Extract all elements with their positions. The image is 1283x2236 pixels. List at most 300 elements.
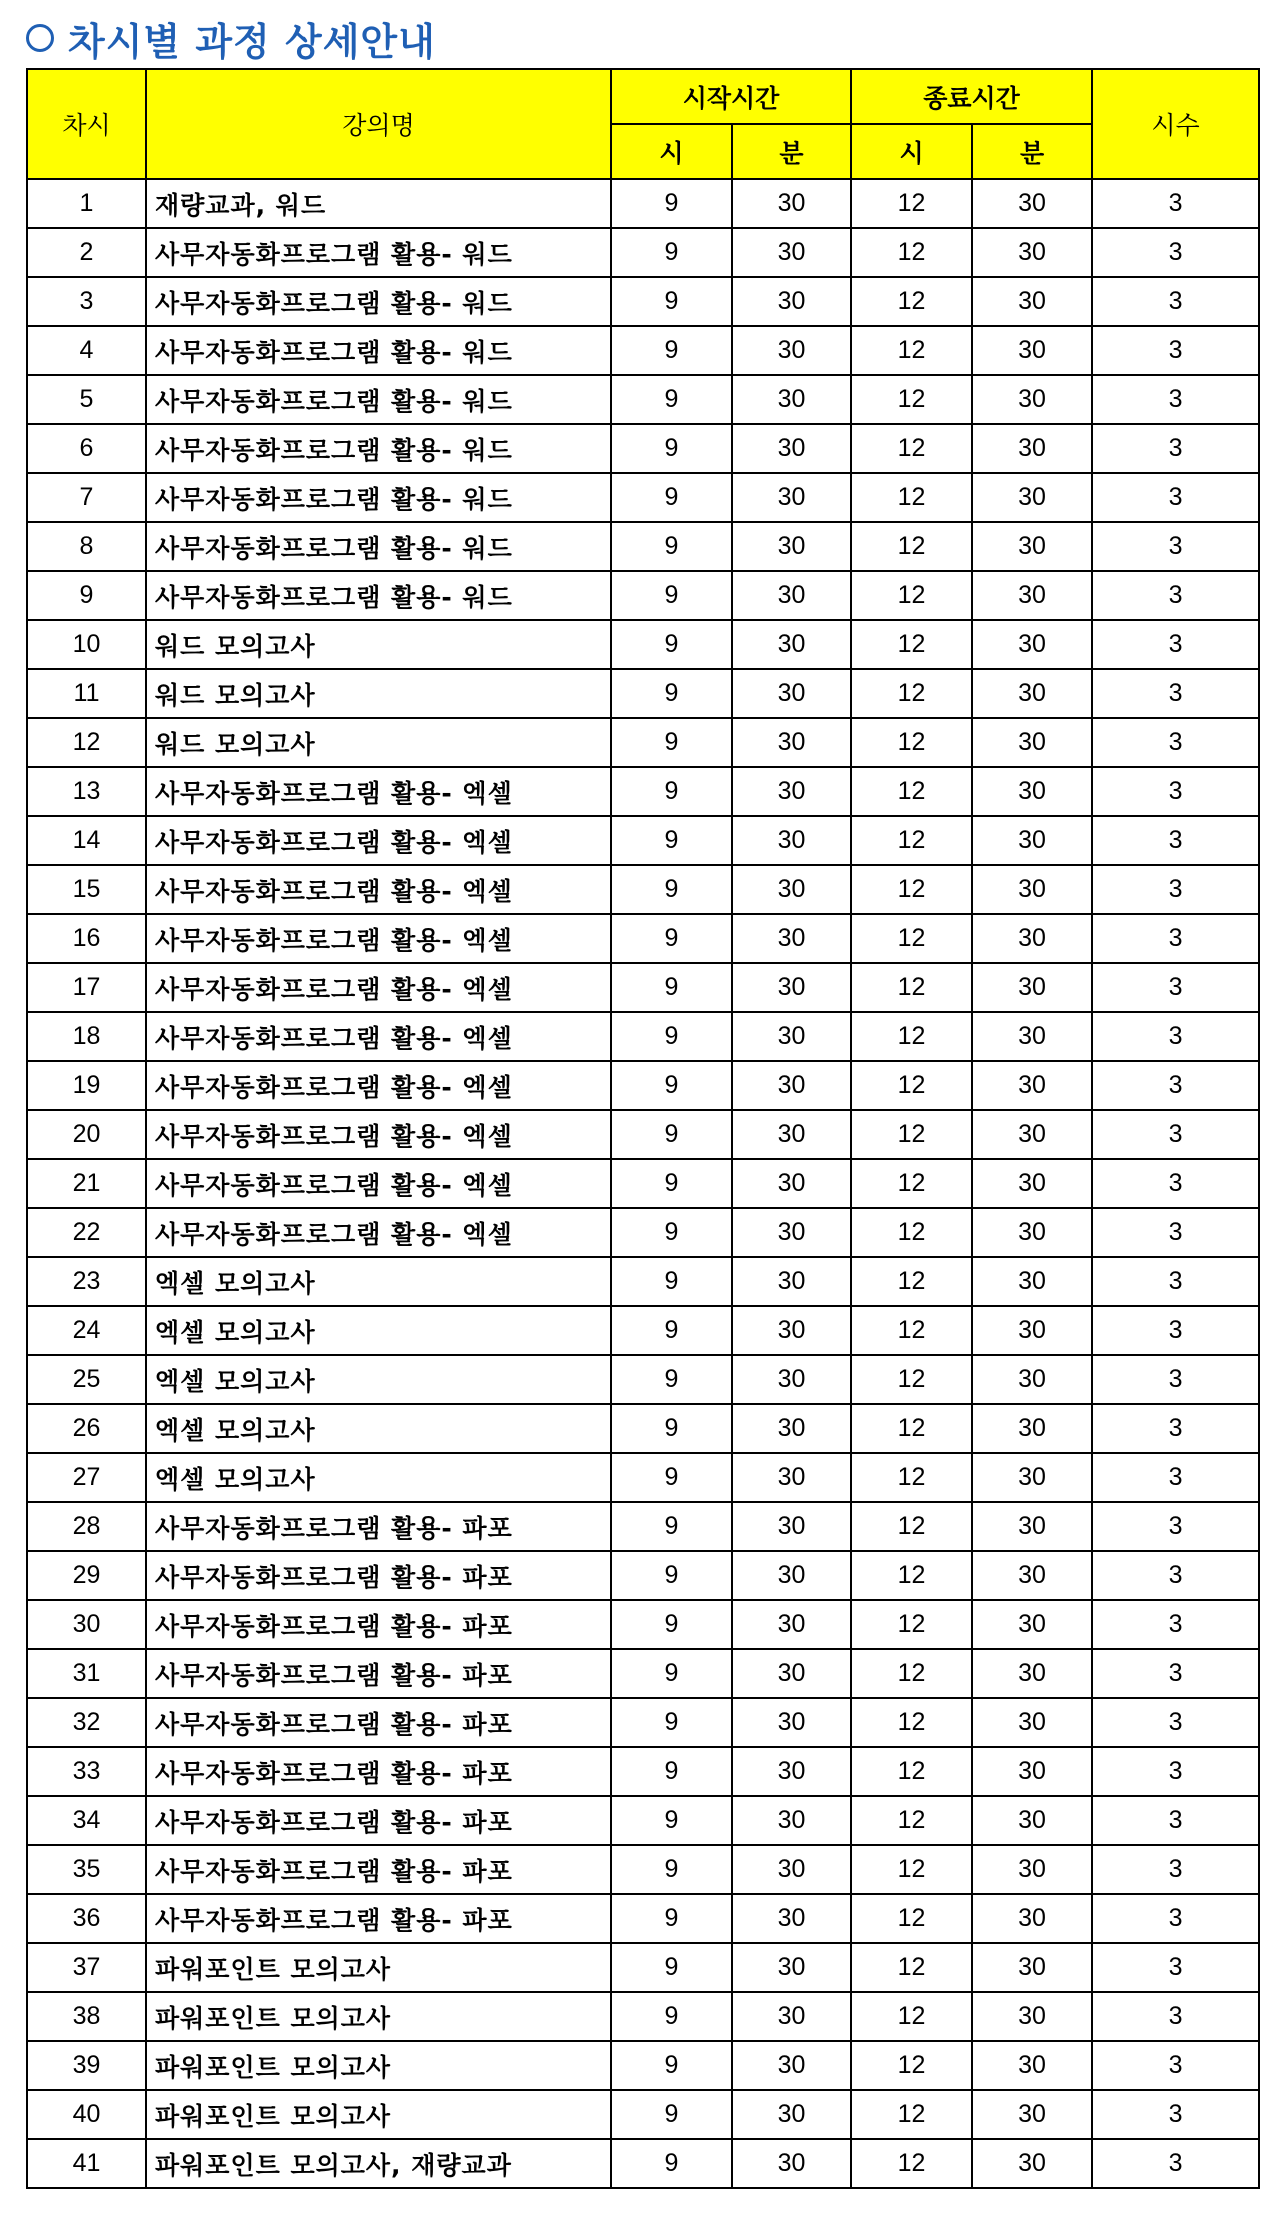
cell-end-minute: 30 (972, 1894, 1092, 1943)
cell-hours: 3 (1092, 1012, 1259, 1061)
table-row (27, 1502, 1259, 1551)
cell-hours: 3 (1092, 1404, 1259, 1453)
cell-hours: 3 (1092, 571, 1259, 620)
cell-session: 14 (27, 816, 146, 865)
cell-end-hour: 12 (851, 1061, 972, 1110)
cell-session: 27 (27, 1453, 146, 1502)
cell-hours: 3 (1092, 375, 1259, 424)
header-start-hour: 시 (611, 124, 732, 179)
cell-start-minute: 30 (732, 2041, 851, 2090)
cell-end-hour: 12 (851, 767, 972, 816)
table-row (27, 767, 1259, 816)
cell-end-minute: 30 (972, 2090, 1092, 2139)
cell-start-minute: 30 (732, 1355, 851, 1404)
header-start-minute: 분 (732, 124, 851, 179)
cell-session: 30 (27, 1600, 146, 1649)
cell-end-minute: 30 (972, 1110, 1092, 1159)
cell-lecture-name: 사무자동화프로그램 활용- 파포 (146, 1649, 611, 1698)
cell-end-hour: 12 (851, 865, 972, 914)
cell-session: 11 (27, 669, 146, 718)
cell-end-hour: 12 (851, 228, 972, 277)
cell-session: 25 (27, 1355, 146, 1404)
cell-end-hour: 12 (851, 326, 972, 375)
cell-session: 6 (27, 424, 146, 473)
cell-end-minute: 30 (972, 1796, 1092, 1845)
cell-start-minute: 30 (732, 1894, 851, 1943)
cell-start-minute: 30 (732, 963, 851, 1012)
cell-start-minute: 30 (732, 228, 851, 277)
cell-hours: 3 (1092, 522, 1259, 571)
cell-hours: 3 (1092, 1698, 1259, 1747)
cell-hours: 3 (1092, 1208, 1259, 1257)
cell-start-hour: 9 (611, 767, 732, 816)
table-body (27, 179, 1259, 2188)
cell-start-minute: 30 (732, 1992, 851, 2041)
cell-lecture-name: 파워포인트 모의고사 (146, 2041, 611, 2090)
cell-end-hour: 12 (851, 571, 972, 620)
cell-start-minute: 30 (732, 424, 851, 473)
cell-start-minute: 30 (732, 718, 851, 767)
header-session: 차시 (27, 69, 146, 179)
cell-start-hour: 9 (611, 1845, 732, 1894)
cell-start-minute: 30 (732, 816, 851, 865)
cell-end-minute: 30 (972, 1159, 1092, 1208)
header-end-minute: 분 (972, 124, 1092, 179)
cell-lecture-name: 파워포인트 모의고사, 재량교과 (146, 2139, 611, 2188)
cell-lecture-name: 사무자동화프로그램 활용- 워드 (146, 326, 611, 375)
cell-end-hour: 12 (851, 1796, 972, 1845)
cell-lecture-name: 사무자동화프로그램 활용- 엑셀 (146, 865, 611, 914)
table-row (27, 1894, 1259, 1943)
cell-end-hour: 12 (851, 1600, 972, 1649)
cell-session: 39 (27, 2041, 146, 2090)
cell-hours: 3 (1092, 326, 1259, 375)
cell-session: 35 (27, 1845, 146, 1894)
cell-end-hour: 12 (851, 914, 972, 963)
cell-lecture-name: 사무자동화프로그램 활용- 파포 (146, 1551, 611, 1600)
table-row (27, 914, 1259, 963)
cell-end-minute: 30 (972, 1502, 1092, 1551)
cell-lecture-name: 사무자동화프로그램 활용- 파포 (146, 1600, 611, 1649)
table-row (27, 326, 1259, 375)
cell-lecture-name: 사무자동화프로그램 활용- 엑셀 (146, 816, 611, 865)
cell-end-minute: 30 (972, 179, 1092, 228)
table-row (27, 522, 1259, 571)
cell-start-hour: 9 (611, 375, 732, 424)
table-row (27, 571, 1259, 620)
cell-end-hour: 12 (851, 1306, 972, 1355)
cell-end-hour: 12 (851, 1943, 972, 1992)
cell-hours: 3 (1092, 1502, 1259, 1551)
cell-start-minute: 30 (732, 865, 851, 914)
cell-start-minute: 30 (732, 522, 851, 571)
cell-end-minute: 30 (972, 1747, 1092, 1796)
cell-lecture-name: 파워포인트 모의고사 (146, 2090, 611, 2139)
page-title-text: 차시별 과정 상세안내 (68, 19, 436, 64)
cell-start-hour: 9 (611, 963, 732, 1012)
cell-hours: 3 (1092, 1747, 1259, 1796)
cell-lecture-name: 사무자동화프로그램 활용- 파포 (146, 1894, 611, 1943)
cell-start-minute: 30 (732, 326, 851, 375)
cell-hours: 3 (1092, 1943, 1259, 1992)
schedule-table (26, 68, 1260, 2189)
cell-hours: 3 (1092, 1796, 1259, 1845)
cell-start-minute: 30 (732, 620, 851, 669)
cell-lecture-name: 사무자동화프로그램 활용- 엑셀 (146, 914, 611, 963)
cell-start-hour: 9 (611, 228, 732, 277)
cell-start-hour: 9 (611, 1894, 732, 1943)
cell-start-minute: 30 (732, 1698, 851, 1747)
table-row (27, 1845, 1259, 1894)
cell-start-minute: 30 (732, 914, 851, 963)
page-title (26, 8, 436, 68)
cell-lecture-name: 사무자동화프로그램 활용- 엑셀 (146, 1061, 611, 1110)
cell-end-hour: 12 (851, 1894, 972, 1943)
table-row (27, 963, 1259, 1012)
table-row (27, 1698, 1259, 1747)
table-row (27, 1257, 1259, 1306)
cell-end-hour: 12 (851, 1502, 972, 1551)
cell-end-minute: 30 (972, 522, 1092, 571)
cell-end-hour: 12 (851, 473, 972, 522)
cell-start-minute: 30 (732, 1600, 851, 1649)
cell-start-hour: 9 (611, 865, 732, 914)
cell-start-hour: 9 (611, 1747, 732, 1796)
cell-hours: 3 (1092, 816, 1259, 865)
table-row (27, 2041, 1259, 2090)
header-lecture: 강의명 (146, 69, 611, 179)
cell-end-minute: 30 (972, 1943, 1092, 1992)
cell-start-minute: 30 (732, 1453, 851, 1502)
header-hours-total: 시수 (1092, 69, 1259, 179)
cell-start-minute: 30 (732, 1061, 851, 1110)
cell-end-hour: 12 (851, 1012, 972, 1061)
cell-session: 37 (27, 1943, 146, 1992)
cell-start-hour: 9 (611, 816, 732, 865)
cell-start-minute: 30 (732, 277, 851, 326)
cell-session: 18 (27, 1012, 146, 1061)
cell-session: 16 (27, 914, 146, 963)
cell-lecture-name: 사무자동화프로그램 활용- 워드 (146, 375, 611, 424)
cell-end-minute: 30 (972, 963, 1092, 1012)
cell-start-hour: 9 (611, 522, 732, 571)
cell-start-hour: 9 (611, 1551, 732, 1600)
table-row (27, 1943, 1259, 1992)
cell-start-hour: 9 (611, 2090, 732, 2139)
cell-start-hour: 9 (611, 2041, 732, 2090)
cell-session: 26 (27, 1404, 146, 1453)
cell-end-hour: 12 (851, 669, 972, 718)
cell-end-minute: 30 (972, 473, 1092, 522)
cell-start-minute: 30 (732, 1208, 851, 1257)
cell-end-minute: 30 (972, 816, 1092, 865)
cell-lecture-name: 사무자동화프로그램 활용- 워드 (146, 424, 611, 473)
cell-start-hour: 9 (611, 620, 732, 669)
cell-start-minute: 30 (732, 1845, 851, 1894)
cell-hours: 3 (1092, 865, 1259, 914)
cell-hours: 3 (1092, 1306, 1259, 1355)
cell-start-hour: 9 (611, 1208, 732, 1257)
circle-bullet-icon (26, 24, 54, 52)
cell-start-hour: 9 (611, 1257, 732, 1306)
cell-end-hour: 12 (851, 1453, 972, 1502)
cell-session: 19 (27, 1061, 146, 1110)
table-row (27, 1992, 1259, 2041)
cell-hours: 3 (1092, 669, 1259, 718)
cell-start-hour: 9 (611, 277, 732, 326)
cell-lecture-name: 사무자동화프로그램 활용- 파포 (146, 1747, 611, 1796)
cell-hours: 3 (1092, 1453, 1259, 1502)
cell-hours: 3 (1092, 1992, 1259, 2041)
header-end-hour: 시 (851, 124, 972, 179)
cell-start-minute: 30 (732, 1159, 851, 1208)
cell-lecture-name: 사무자동화프로그램 활용- 워드 (146, 473, 611, 522)
cell-hours: 3 (1092, 2090, 1259, 2139)
cell-session: 4 (27, 326, 146, 375)
cell-end-hour: 12 (851, 1110, 972, 1159)
cell-start-minute: 30 (732, 375, 851, 424)
cell-hours: 3 (1092, 473, 1259, 522)
cell-start-minute: 30 (732, 1110, 851, 1159)
cell-hours: 3 (1092, 1110, 1259, 1159)
cell-lecture-name: 사무자동화프로그램 활용- 엑셀 (146, 1159, 611, 1208)
cell-lecture-name: 사무자동화프로그램 활용- 엑셀 (146, 963, 611, 1012)
cell-session: 36 (27, 1894, 146, 1943)
cell-session: 8 (27, 522, 146, 571)
table-row (27, 620, 1259, 669)
cell-session: 33 (27, 1747, 146, 1796)
cell-hours: 3 (1092, 718, 1259, 767)
cell-start-hour: 9 (611, 2139, 732, 2188)
cell-end-hour: 12 (851, 375, 972, 424)
cell-end-hour: 12 (851, 1551, 972, 1600)
cell-start-hour: 9 (611, 1502, 732, 1551)
cell-end-minute: 30 (972, 424, 1092, 473)
cell-end-hour: 12 (851, 1159, 972, 1208)
cell-end-hour: 12 (851, 816, 972, 865)
cell-hours: 3 (1092, 179, 1259, 228)
cell-end-minute: 30 (972, 1600, 1092, 1649)
cell-session: 15 (27, 865, 146, 914)
cell-lecture-name: 사무자동화프로그램 활용- 파포 (146, 1845, 611, 1894)
cell-end-hour: 12 (851, 718, 972, 767)
cell-start-hour: 9 (611, 718, 732, 767)
cell-session: 9 (27, 571, 146, 620)
cell-lecture-name: 엑셀 모의고사 (146, 1306, 611, 1355)
cell-end-minute: 30 (972, 1551, 1092, 1600)
cell-session: 40 (27, 2090, 146, 2139)
cell-end-hour: 12 (851, 1747, 972, 1796)
cell-lecture-name: 엑셀 모의고사 (146, 1453, 611, 1502)
cell-end-minute: 30 (972, 1453, 1092, 1502)
cell-start-minute: 30 (732, 767, 851, 816)
cell-start-minute: 30 (732, 1551, 851, 1600)
cell-hours: 3 (1092, 620, 1259, 669)
cell-end-minute: 30 (972, 669, 1092, 718)
cell-session: 38 (27, 1992, 146, 2041)
cell-start-hour: 9 (611, 1110, 732, 1159)
cell-lecture-name: 사무자동화프로그램 활용- 워드 (146, 277, 611, 326)
cell-hours: 3 (1092, 1159, 1259, 1208)
cell-end-hour: 12 (851, 277, 972, 326)
cell-end-hour: 12 (851, 179, 972, 228)
cell-lecture-name: 파워포인트 모의고사 (146, 1943, 611, 1992)
table-row (27, 1600, 1259, 1649)
cell-session: 21 (27, 1159, 146, 1208)
cell-start-hour: 9 (611, 473, 732, 522)
cell-end-hour: 12 (851, 1404, 972, 1453)
cell-end-minute: 30 (972, 2139, 1092, 2188)
table-row (27, 1208, 1259, 1257)
cell-start-hour: 9 (611, 424, 732, 473)
cell-hours: 3 (1092, 914, 1259, 963)
cell-hours: 3 (1092, 1355, 1259, 1404)
cell-start-hour: 9 (611, 326, 732, 375)
cell-hours: 3 (1092, 228, 1259, 277)
cell-start-minute: 30 (732, 1012, 851, 1061)
cell-lecture-name: 워드 모의고사 (146, 620, 611, 669)
cell-start-hour: 9 (611, 1355, 732, 1404)
table-row (27, 816, 1259, 865)
cell-start-hour: 9 (611, 1404, 732, 1453)
cell-lecture-name: 사무자동화프로그램 활용- 파포 (146, 1698, 611, 1747)
cell-start-hour: 9 (611, 1012, 732, 1061)
table-row (27, 865, 1259, 914)
cell-lecture-name: 사무자동화프로그램 활용- 파포 (146, 1796, 611, 1845)
cell-hours: 3 (1092, 1257, 1259, 1306)
cell-end-minute: 30 (972, 1257, 1092, 1306)
cell-hours: 3 (1092, 424, 1259, 473)
cell-end-hour: 12 (851, 1208, 972, 1257)
cell-start-hour: 9 (611, 1306, 732, 1355)
cell-start-minute: 30 (732, 1747, 851, 1796)
cell-end-hour: 12 (851, 1355, 972, 1404)
cell-session: 28 (27, 1502, 146, 1551)
table-row (27, 1796, 1259, 1845)
cell-end-hour: 12 (851, 963, 972, 1012)
table-row (27, 375, 1259, 424)
cell-lecture-name: 사무자동화프로그램 활용- 파포 (146, 1502, 611, 1551)
table-row (27, 1110, 1259, 1159)
cell-end-minute: 30 (972, 620, 1092, 669)
cell-start-minute: 30 (732, 1796, 851, 1845)
cell-session: 41 (27, 2139, 146, 2188)
cell-lecture-name: 사무자동화프로그램 활용- 엑셀 (146, 1208, 611, 1257)
cell-end-hour: 12 (851, 522, 972, 571)
cell-end-minute: 30 (972, 375, 1092, 424)
header-start-time: 시작시간 (611, 69, 851, 124)
cell-end-minute: 30 (972, 571, 1092, 620)
cell-end-hour: 12 (851, 2139, 972, 2188)
table-row (27, 424, 1259, 473)
table-row (27, 1061, 1259, 1110)
table-row (27, 1747, 1259, 1796)
cell-lecture-name: 엑셀 모의고사 (146, 1404, 611, 1453)
cell-end-minute: 30 (972, 1061, 1092, 1110)
table-row (27, 1355, 1259, 1404)
cell-end-minute: 30 (972, 718, 1092, 767)
cell-end-minute: 30 (972, 1404, 1092, 1453)
table-row (27, 1453, 1259, 1502)
cell-session: 7 (27, 473, 146, 522)
cell-end-minute: 30 (972, 277, 1092, 326)
cell-session: 20 (27, 1110, 146, 1159)
table-row (27, 669, 1259, 718)
cell-end-hour: 12 (851, 1698, 972, 1747)
cell-lecture-name: 재량교과, 워드 (146, 179, 611, 228)
cell-session: 3 (27, 277, 146, 326)
cell-end-minute: 30 (972, 326, 1092, 375)
cell-hours: 3 (1092, 277, 1259, 326)
cell-session: 12 (27, 718, 146, 767)
cell-end-minute: 30 (972, 767, 1092, 816)
cell-hours: 3 (1092, 963, 1259, 1012)
cell-end-minute: 30 (972, 1012, 1092, 1061)
cell-session: 29 (27, 1551, 146, 1600)
cell-hours: 3 (1092, 767, 1259, 816)
cell-end-hour: 12 (851, 1992, 972, 2041)
cell-end-hour: 12 (851, 620, 972, 669)
cell-session: 32 (27, 1698, 146, 1747)
table-row (27, 1306, 1259, 1355)
cell-lecture-name: 엑셀 모의고사 (146, 1257, 611, 1306)
cell-hours: 3 (1092, 2139, 1259, 2188)
cell-start-hour: 9 (611, 1992, 732, 2041)
table-row (27, 1012, 1259, 1061)
cell-lecture-name: 파워포인트 모의고사 (146, 1992, 611, 2041)
cell-start-hour: 9 (611, 1698, 732, 1747)
cell-end-hour: 12 (851, 2090, 972, 2139)
cell-hours: 3 (1092, 1894, 1259, 1943)
cell-lecture-name: 엑셀 모의고사 (146, 1355, 611, 1404)
table-row (27, 473, 1259, 522)
cell-end-hour: 12 (851, 1845, 972, 1894)
cell-start-minute: 30 (732, 1649, 851, 1698)
cell-lecture-name: 사무자동화프로그램 활용- 엑셀 (146, 1012, 611, 1061)
cell-end-minute: 30 (972, 1208, 1092, 1257)
cell-lecture-name: 사무자동화프로그램 활용- 워드 (146, 228, 611, 277)
cell-end-minute: 30 (972, 1845, 1092, 1894)
cell-session: 22 (27, 1208, 146, 1257)
cell-lecture-name: 사무자동화프로그램 활용- 워드 (146, 522, 611, 571)
cell-lecture-name: 사무자동화프로그램 활용- 엑셀 (146, 1110, 611, 1159)
cell-start-minute: 30 (732, 1404, 851, 1453)
cell-start-hour: 9 (611, 1061, 732, 1110)
table-row (27, 1404, 1259, 1453)
cell-end-minute: 30 (972, 228, 1092, 277)
cell-session: 2 (27, 228, 146, 277)
table-row (27, 2090, 1259, 2139)
table-row (27, 1551, 1259, 1600)
cell-session: 24 (27, 1306, 146, 1355)
table-row (27, 1159, 1259, 1208)
cell-end-hour: 12 (851, 1257, 972, 1306)
cell-start-hour: 9 (611, 914, 732, 963)
cell-start-minute: 30 (732, 1502, 851, 1551)
cell-end-hour: 12 (851, 2041, 972, 2090)
cell-end-hour: 12 (851, 424, 972, 473)
cell-end-minute: 30 (972, 865, 1092, 914)
cell-start-hour: 9 (611, 669, 732, 718)
cell-end-minute: 30 (972, 914, 1092, 963)
cell-session: 23 (27, 1257, 146, 1306)
cell-hours: 3 (1092, 1551, 1259, 1600)
table-row (27, 277, 1259, 326)
table-header (27, 69, 1259, 179)
cell-start-minute: 30 (732, 179, 851, 228)
cell-start-hour: 9 (611, 179, 732, 228)
cell-start-hour: 9 (611, 571, 732, 620)
